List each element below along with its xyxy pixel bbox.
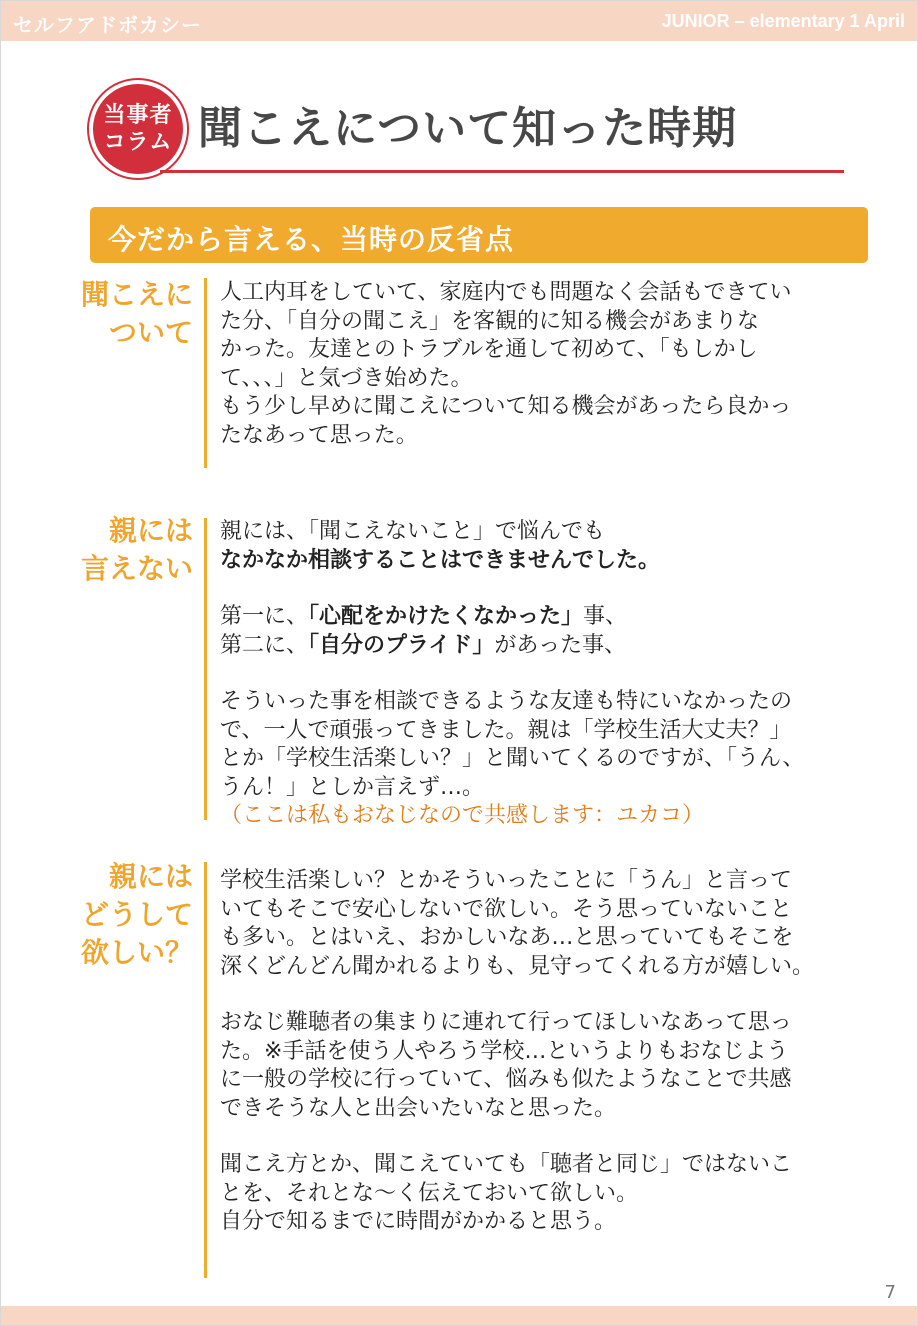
divider-line-1 [204,278,207,468]
answer-3-line: 聞こえ方とか、聞こえていても「聴者と同じ」ではないこ [220,1152,793,1177]
divider-line-3 [204,862,207,1278]
badge-line-2: コラム [103,130,173,155]
answer-2-emphasis: なかなか相談することはできませんでした。 [220,547,661,573]
paragraph-gap [220,660,860,688]
reason-1-prefix: 第一に、 [220,604,309,629]
question-label-3-line-1: 親には [108,860,193,893]
badge-line-1: 当事者 [103,103,173,128]
paragraph-gap [220,981,860,1009]
answer-3-line: に一般の学校に行っていて、悩みも似たようなことで共感 [220,1067,792,1092]
answer-2-reason-2 [220,632,860,661]
reason-1-suffix: 事、 [583,604,628,629]
section-heading-bar [90,207,868,263]
header-issue: JUNIOR – elementary 1 April [661,11,905,31]
answer-3-line: いてもそこで安心しないで欲しい。そう思っていないこと [220,896,793,922]
answer-1-line: たなあって思った。 [220,422,418,448]
question-label-3-line-2: どうして [80,898,193,931]
question-label-1-line-1: 聞こえに [80,278,193,311]
answer-3-line: も多い。とはいえ、おかしいなあ…と思っていてもそこを [220,925,794,950]
answer-3-line: 自分で知るまでに時間がかかると思う。 [220,1209,617,1234]
reason-2-prefix: 第二に、 [220,632,309,658]
column-badge [93,84,183,174]
answer-1-line: た分、「自分の聞こえ」を客観的に知る機会があまりな [220,308,760,334]
answer-3-line: とを、それとな～く伝えておいて欲しい。 [220,1180,639,1206]
answer-2-line: とか「学校生活楽しい？」と聞いてくるのですが、「うん、 [220,746,805,771]
answer-3-line: た。※手話を使う人やろう学校…というよりもおなじよう [220,1038,789,1064]
section-title: 今だから言える、当時の反省点 [108,223,515,256]
question-label-2-line-2: 言えない [80,552,193,585]
footer-bar [1,1306,917,1325]
header-bar [1,1,917,41]
answer-1-line: 人工内耳をしていて、家庭内でも問題なく会話もできてい [220,280,792,305]
answer-1-line: て、、、」と気づき始めた。 [220,365,473,391]
question-label-3-line-3: 欲しい？ [80,936,193,969]
page-number: 7 [884,1282,896,1303]
answer-block-2 [220,518,860,831]
question-label-1-line-2: ついて [108,316,193,349]
answer-3-line: おなじ難聴者の集まりに連れて行ってほしいなあって思っ [220,1010,792,1035]
answer-3-line: できそうな人と出会いたいなと思った。 [220,1095,617,1121]
paragraph-gap [220,1123,860,1151]
paragraph-gap [220,575,860,603]
answer-block-1 [220,279,860,450]
question-label-3 [81,858,193,972]
reason-1-bold: 「心配をかけたくなかった」 [308,604,584,629]
question-label-2-line-1: 親には [108,514,193,547]
question-label-1 [81,276,193,352]
divider-line-2 [204,518,207,820]
title-underline [160,170,844,173]
page-title: 聞こえについて知った時期 [198,103,738,154]
editor-note: （ここは私もおなじなので共感します：ユカコ） [220,803,705,828]
answer-3-line: 学校生活楽しい？とかそういったことに「うん」と言って [220,868,793,893]
answer-1-line: かった。友達とのトラブルを通して初めて、「もしかし [220,337,758,362]
answer-1-line: もう少し早めに聞こえについて知る機会があったら良かっ [220,394,792,419]
answer-2-line: うん！」としか言えず…。 [220,774,485,800]
header-category: セルフアドボカシー [13,13,202,37]
reason-2-bold: 「自分のプライド」 [308,632,495,658]
answer-2-line: そういった事を相談できるような友達も特にいなかったの [220,689,793,714]
answer-2-intro: 親には、「聞こえないこと」で悩んでも [220,519,606,544]
answer-2-line: で、一人で頑張ってきました。親は「学校生活大丈夫？」 [220,717,792,743]
answer-block-3 [220,867,860,1237]
answer-3-line: 深くどんどん聞かれるよりも、見守ってくれる方が嬉しい。 [220,953,815,979]
question-label-2 [81,512,193,588]
reason-2-suffix: があった事、 [494,632,627,658]
answer-2-reason-1 [220,603,860,632]
